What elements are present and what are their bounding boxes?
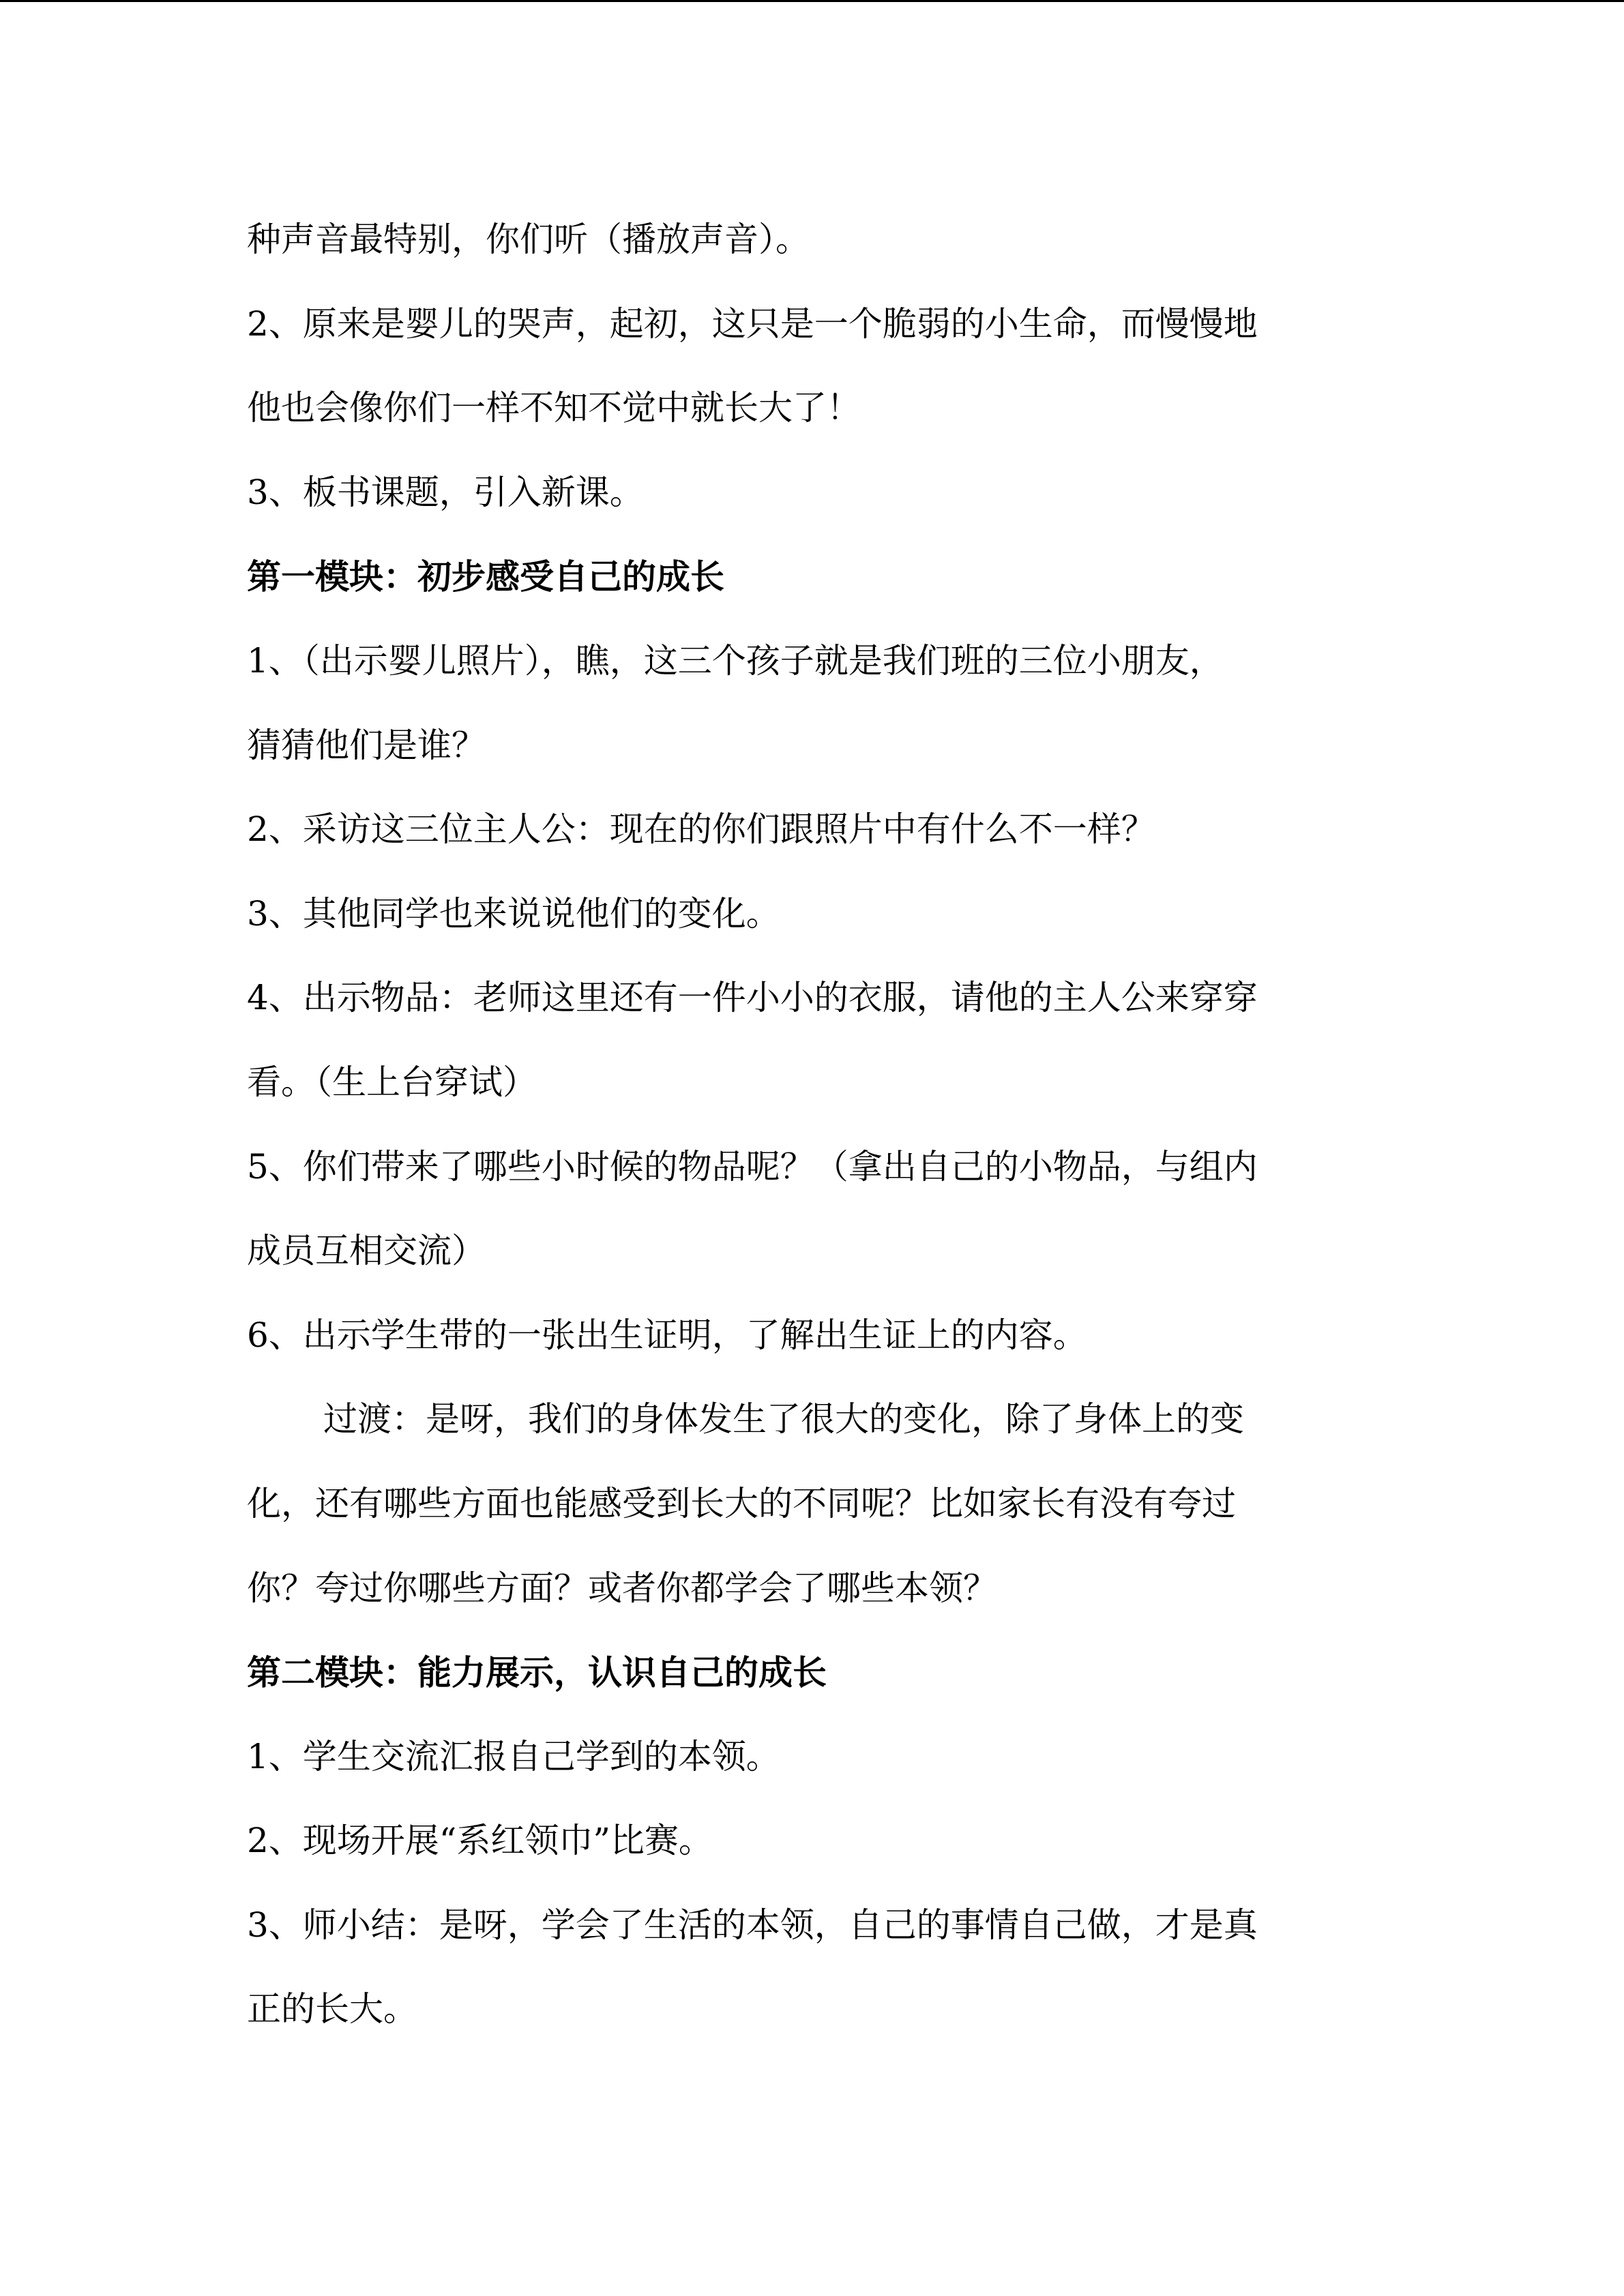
section-heading: 第二模块：能力展示，认识自己的成长 xyxy=(247,1652,827,1693)
body-text-line: 他也会像你们一样不知不觉中就长大了！ xyxy=(247,388,861,428)
body-text-line: 看。（生上台穿试） xyxy=(247,1062,537,1102)
body-text-line: 3、板书课题，引入新课。 xyxy=(247,472,644,512)
body-text-line: 种声音最特别，你们听（播放声音）。 xyxy=(247,220,810,259)
body-text-line: 2、原来是婴儿的哭声，起初，这只是一个脆弱的小生命，而慢慢地 xyxy=(247,303,1258,344)
body-text-line: 成员互相交流） xyxy=(247,1231,486,1271)
document-body xyxy=(247,198,1379,2052)
body-text-line: 3、其他同学也来说说他们的变化。 xyxy=(247,893,780,934)
body-text-line: 正的长大。 xyxy=(247,1989,417,2029)
body-text-line: 2、现场开展“系红领巾”比赛。 xyxy=(247,1821,713,1861)
body-text-line: 1、（出示婴儿照片），瞧，这三个孩子就是我们班的三位小朋友， xyxy=(247,640,1224,681)
top-border-line xyxy=(0,0,1624,2)
body-text-line: 化，还有哪些方面也能感受到长大的不同呢？比如家长有没有夸过 xyxy=(247,1483,1236,1523)
transition-paragraph-line: 过渡：是呀，我们的身体发生了很大的变化，除了身体上的变 xyxy=(323,1399,1244,1440)
body-text-line: 2、采访这三位主人公：现在的你们跟照片中有什么不一样？ xyxy=(247,809,1155,850)
body-text-line: 3、师小结：是呀，学会了生活的本领，自己的事情自己做，才是真 xyxy=(247,1905,1258,1945)
body-text-line: 4、出示物品：老师这里还有一件小小的衣服，请他的主人公来穿穿 xyxy=(247,978,1258,1018)
body-text-line: 1、学生交流汇报自己学到的本领。 xyxy=(247,1736,780,1776)
section-heading: 第一模块：初步感受自己的成长 xyxy=(247,556,724,597)
body-text-line: 5、你们带来了哪些小时候的物品呢？（拿出自己的小物品，与组内 xyxy=(247,1146,1258,1187)
body-text-line: 你？夸过你哪些方面？或者你都学会了哪些本领？ xyxy=(247,1568,997,1608)
body-text-line: 6、出示学生带的一张出生证明，了解出生证上的内容。 xyxy=(247,1315,1087,1355)
body-text-line: 猜猜他们是谁？ xyxy=(247,725,486,765)
